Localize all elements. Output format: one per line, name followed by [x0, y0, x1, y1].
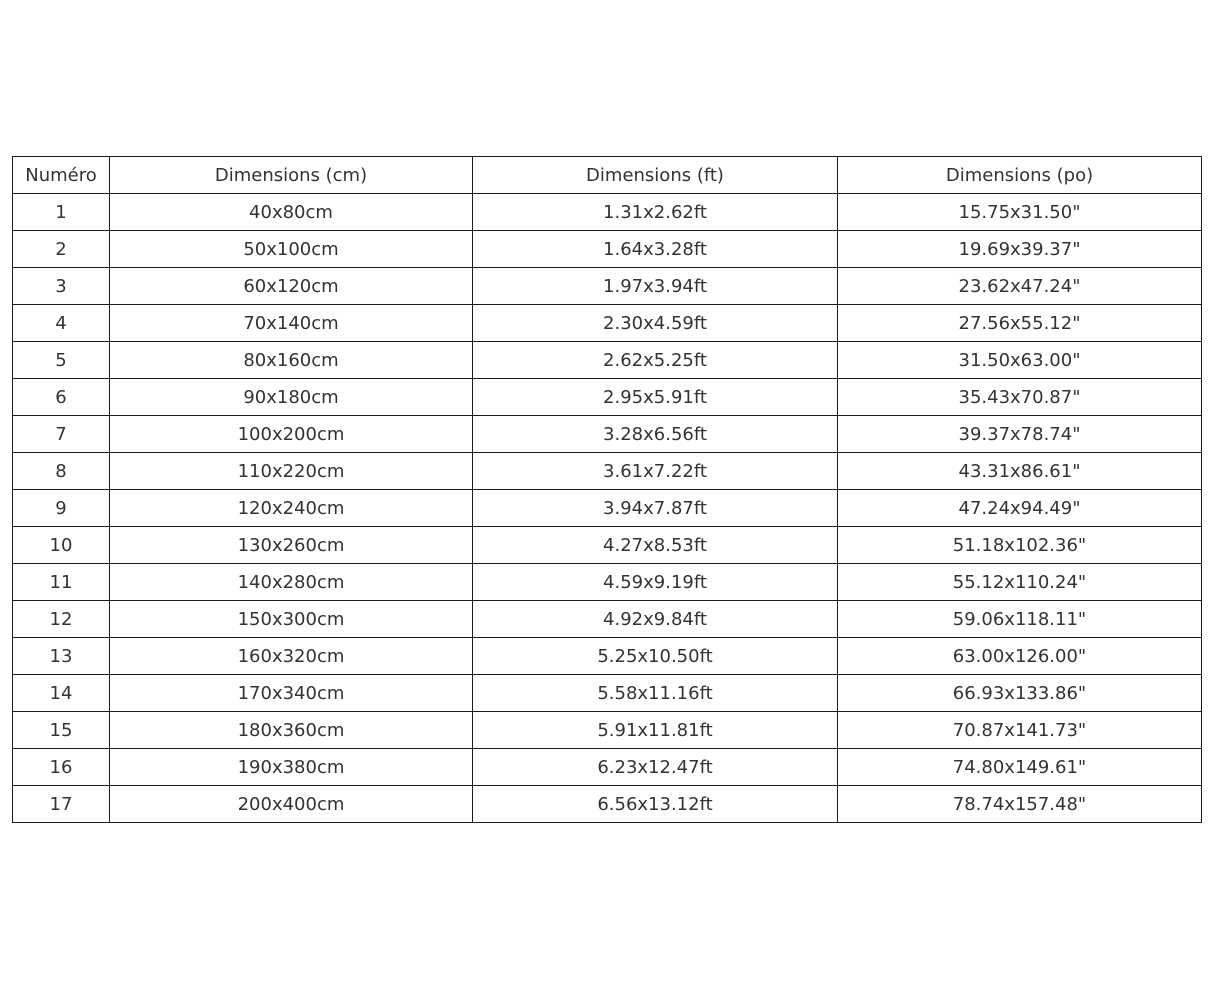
table-row: [13, 194, 1202, 231]
cell-numero: 12: [13, 601, 110, 638]
table-row: [13, 379, 1202, 416]
cell-dimensions-ft: 6.23x12.47ft: [473, 749, 838, 786]
cell-dimensions-ft: 2.62x5.25ft: [473, 342, 838, 379]
table-row: [13, 268, 1202, 305]
cell-dimensions-ft: 5.25x10.50ft: [473, 638, 838, 675]
cell-numero: 17: [13, 786, 110, 823]
cell-numero: 14: [13, 675, 110, 712]
table-row: [13, 638, 1202, 675]
col-header-numero: Numéro: [13, 157, 110, 194]
cell-dimensions-ft: 4.27x8.53ft: [473, 527, 838, 564]
cell-dimensions-cm: 50x100cm: [110, 231, 473, 268]
cell-numero: 6: [13, 379, 110, 416]
cell-dimensions-cm: 40x80cm: [110, 194, 473, 231]
cell-dimensions-po: 27.56x55.12": [838, 305, 1202, 342]
table-body: [13, 194, 1202, 823]
cell-dimensions-cm: 90x180cm: [110, 379, 473, 416]
cell-numero: 2: [13, 231, 110, 268]
cell-dimensions-cm: 150x300cm: [110, 601, 473, 638]
cell-numero: 15: [13, 712, 110, 749]
cell-dimensions-cm: 170x340cm: [110, 675, 473, 712]
dimensions-table-container: [12, 156, 1202, 823]
cell-numero: 1: [13, 194, 110, 231]
cell-dimensions-cm: 160x320cm: [110, 638, 473, 675]
cell-dimensions-cm: 200x400cm: [110, 786, 473, 823]
cell-dimensions-po: 39.37x78.74": [838, 416, 1202, 453]
cell-dimensions-po: 19.69x39.37": [838, 231, 1202, 268]
cell-dimensions-cm: 60x120cm: [110, 268, 473, 305]
cell-dimensions-ft: 3.28x6.56ft: [473, 416, 838, 453]
table-row: [13, 416, 1202, 453]
cell-dimensions-ft: 2.95x5.91ft: [473, 379, 838, 416]
table-row: [13, 564, 1202, 601]
table-row: [13, 749, 1202, 786]
cell-dimensions-ft: 1.64x3.28ft: [473, 231, 838, 268]
cell-numero: 13: [13, 638, 110, 675]
cell-dimensions-po: 63.00x126.00": [838, 638, 1202, 675]
cell-dimensions-po: 31.50x63.00": [838, 342, 1202, 379]
cell-dimensions-cm: 80x160cm: [110, 342, 473, 379]
table-row: [13, 231, 1202, 268]
cell-dimensions-po: 51.18x102.36": [838, 527, 1202, 564]
cell-dimensions-cm: 140x280cm: [110, 564, 473, 601]
cell-dimensions-po: 55.12x110.24": [838, 564, 1202, 601]
cell-dimensions-cm: 120x240cm: [110, 490, 473, 527]
cell-dimensions-ft: 6.56x13.12ft: [473, 786, 838, 823]
cell-dimensions-po: 66.93x133.86": [838, 675, 1202, 712]
cell-dimensions-po: 15.75x31.50": [838, 194, 1202, 231]
cell-dimensions-po: 47.24x94.49": [838, 490, 1202, 527]
cell-numero: 7: [13, 416, 110, 453]
cell-numero: 3: [13, 268, 110, 305]
table-row: [13, 712, 1202, 749]
cell-dimensions-ft: 3.61x7.22ft: [473, 453, 838, 490]
cell-dimensions-ft: 5.58x11.16ft: [473, 675, 838, 712]
cell-dimensions-cm: 130x260cm: [110, 527, 473, 564]
cell-dimensions-po: 35.43x70.87": [838, 379, 1202, 416]
cell-dimensions-po: 43.31x86.61": [838, 453, 1202, 490]
cell-numero: 11: [13, 564, 110, 601]
table-row: [13, 601, 1202, 638]
cell-dimensions-ft: 1.31x2.62ft: [473, 194, 838, 231]
col-header-dimensions-ft: Dimensions (ft): [473, 157, 838, 194]
cell-dimensions-po: 74.80x149.61": [838, 749, 1202, 786]
cell-dimensions-po: 70.87x141.73": [838, 712, 1202, 749]
table-row: [13, 342, 1202, 379]
cell-dimensions-cm: 100x200cm: [110, 416, 473, 453]
dimensions-table: [12, 156, 1202, 823]
cell-dimensions-cm: 180x360cm: [110, 712, 473, 749]
cell-dimensions-ft: 2.30x4.59ft: [473, 305, 838, 342]
table-row: [13, 453, 1202, 490]
table-row: [13, 490, 1202, 527]
cell-numero: 10: [13, 527, 110, 564]
cell-dimensions-cm: 190x380cm: [110, 749, 473, 786]
cell-dimensions-ft: 3.94x7.87ft: [473, 490, 838, 527]
header-row: [13, 157, 1202, 194]
table-row: [13, 786, 1202, 823]
cell-dimensions-po: 78.74x157.48": [838, 786, 1202, 823]
cell-dimensions-ft: 4.92x9.84ft: [473, 601, 838, 638]
cell-numero: 8: [13, 453, 110, 490]
table-row: [13, 527, 1202, 564]
cell-dimensions-ft: 4.59x9.19ft: [473, 564, 838, 601]
cell-dimensions-ft: 5.91x11.81ft: [473, 712, 838, 749]
cell-numero: 5: [13, 342, 110, 379]
col-header-dimensions-cm: Dimensions (cm): [110, 157, 473, 194]
cell-numero: 9: [13, 490, 110, 527]
cell-dimensions-ft: 1.97x3.94ft: [473, 268, 838, 305]
table-row: [13, 305, 1202, 342]
cell-dimensions-po: 59.06x118.11": [838, 601, 1202, 638]
col-header-dimensions-po: Dimensions (po): [838, 157, 1202, 194]
cell-dimensions-cm: 70x140cm: [110, 305, 473, 342]
cell-numero: 4: [13, 305, 110, 342]
cell-dimensions-po: 23.62x47.24": [838, 268, 1202, 305]
table-row: [13, 675, 1202, 712]
cell-dimensions-cm: 110x220cm: [110, 453, 473, 490]
cell-numero: 16: [13, 749, 110, 786]
